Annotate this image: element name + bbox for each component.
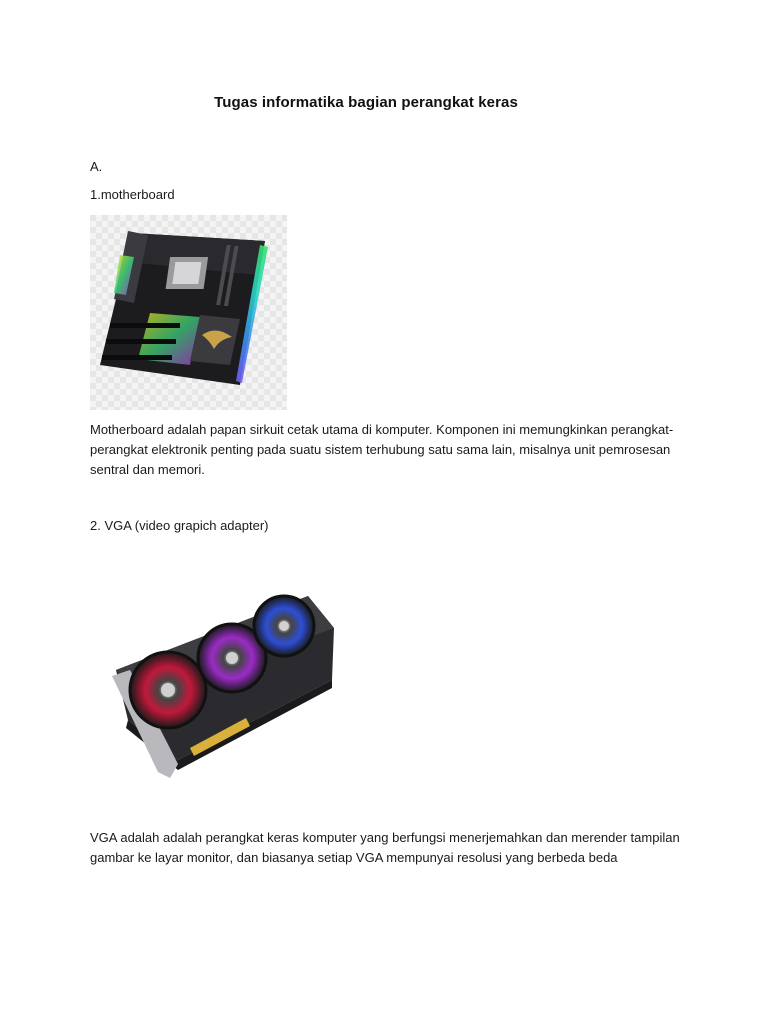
motherboard-paragraph: Motherboard adalah papan sirkuit cetak utama di komputer. Komponen ini memungkinkan perangkat-perangkat elektronik penting pada suatu sistem terhubung satu sama lain, misalnya unit pemrosesan sentral dan memori. (90, 422, 674, 477)
section-label: A. (90, 159, 103, 174)
motherboard-heading: 1.motherboard (90, 187, 175, 202)
motherboard-image (90, 215, 287, 410)
vga-paragraph: VGA adalah adalah perangkat keras komputer yang berfungsi menerjemahkan dan merender tampilan gambar ke layar monitor, dan biasanya setiap VGA mempunyai resolusi yang berbeda beda (90, 830, 680, 865)
document-title: Tugas informatika bagian perangkat keras (214, 94, 518, 111)
vga-heading: 2. VGA (video grapich adapter) (90, 518, 269, 533)
graphics-card-image (108, 588, 336, 783)
